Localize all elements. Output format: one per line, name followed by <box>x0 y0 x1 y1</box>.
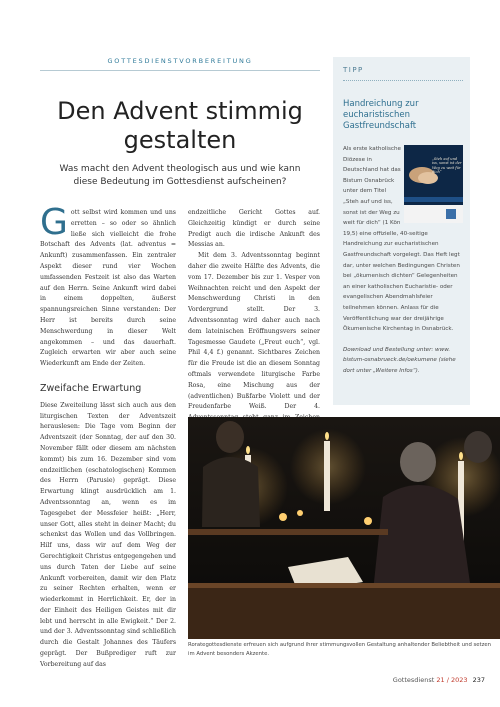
tip-download-note: Download und Bestellung unter: www. bistum-osnabrueck.de/oekumene (siehe dort unter „Weitere Infos“). <box>343 346 456 374</box>
intro-paragraph: ott selbst wird kommen und uns erretten – so oder so ähnlich ließe sich vielleicht die frohe Botschaft des Advents (lat. adventus = Ankunft) zusammenfassen. Ein zentraler Aspekt dieser rund vier Wochen umfassenden Festzeit ist also das Warten auf den Herrn. Seine Ankunft wird dabei in einem doppelten, äußerst spannungsreichen Sinne verstanden: Der Herr ist bereits durch seine Menschwerdung in dieser Welt angekommen – und das dauerhaft. Zugleich erwarten wir aber auch seine Wiederkunft am Ende der Zeiten. <box>40 209 176 368</box>
article-column-1 <box>40 202 176 671</box>
page-number: 237 <box>472 676 485 684</box>
cover-float-spacer <box>401 144 463 224</box>
article-title <box>40 97 320 155</box>
tip-paragraph-text: Als erste katholische Diözese in Deutschland hat das Bistum Osnabrück unter dem Titel „Steh auf und iss, sonst ist der Weg zu weit für dich“ (1 Kön 19,5) eine offizielle, 40-seitige Handreichung zur eucharistischen Gastfreundschaft vorgelegt. Das Heft legt dar, unter welchen Bedingungen Christen bei „ökumenisch dichten“ Gelegenheiten an einer katholischen Eucharistie- oder evangelischen Abendmahlsfeier teilnehmen können. Anlass für die Veröffentlichung war der dreijährige Ökumenische Kirchentag in Osnabrück. <box>343 146 460 333</box>
drop-cap: G <box>40 202 68 243</box>
tip-label: TIPP <box>343 66 364 74</box>
issue-number: 21 / 2023 <box>436 676 468 684</box>
brochure-title: „Steh auf und iss, sonst ist der Weg zu weit für dich“ <box>432 157 462 175</box>
section-kicker: GOTTESDIENSTVORBEREITUNG <box>107 57 253 65</box>
kicker-divider <box>40 70 320 71</box>
tip-divider <box>343 80 463 81</box>
candlelight-scene <box>188 417 500 639</box>
paragraph-text: Mit dem 3. Adventssonntag beginnt daher die zweite Hälfte des Advents, die vom 17. Dezember bis zur 1. Vesper von Weihnachten reicht und den Aspekt der Menschwerdung Christi in den Vordergrund stellt. Der 3. Adventssonntag wird daher auch nach dem lateinischen Eröffnungsvers seiner Tagesmesse Gaudete („Freut euch“, vgl. Phil 4,4 f.) genannt. Sichtbares Zeichen für die Freude ist die an diesem Sonntag oftmals verwendete liturgische Farbe Rosa, eine Mischung aus der (adventlichen) Bußfarbe Violett und der Freudenfarbe Weiß. Der 4. <box>188 252 320 411</box>
tip-body <box>343 144 463 376</box>
title-line-1: Den Advent stimmig <box>57 97 303 125</box>
rorate-mass-photo <box>188 417 500 639</box>
article-column-2 <box>188 208 320 446</box>
tip-paragraph <box>343 144 463 335</box>
section-heading: Zweifache Erwartung <box>40 382 142 394</box>
title-line-2: gestalten <box>123 126 237 154</box>
photo-caption: Rorategottesdienste erfreuen sich aufgrund ihrer stimmungsvollen Gestaltung anhaltender Beliebtheit und setzen im Advent besonders Akzente. <box>188 642 492 657</box>
magazine-name: Gottesdienst <box>392 676 435 684</box>
tip-heading: Handreichung zur eucharistischen Gastfreundschaft <box>343 99 419 131</box>
page-footer <box>310 676 485 684</box>
body-paragraph: endzeitliche Gericht Gottes auf. Gleichzeitig kündigt er durch seine Predigt auch die irdische Ankunft des Messias an. <box>188 209 320 249</box>
body-paragraph: Diese Zweiteilung lässt sich auch aus den liturgischen Texten der Adventszeit herauslesen: Die Tage vom Beginn der Adventszeit (der Sonntag, der auf den 30. November fällt oder diesem am nächsten kommt) bis zum 16. Dezember sind vom endzeitlichen (eschatologischen) Kommen des Herrn (Parusie) geprägt. Diese Erwartung klingt ausdrücklich am 1. Adventssonntag an, wenn es im Tagesgebet der Messfeier heißt: „Herr, unser Gott, alles steht in deiner Macht; du schenkst das Wollen und das Vollbringen. Hilf uns, dass wir auf dem Weg der Gerechtigkeit Christus entgegengehen und uns durch Taten der Liebe auf seine Ankunft vorbereiten, damit wir den Platz zu seiner Rechten erhalten, wenn er wiederkommt in Herrlichkeit. Er, der in der Einheit des Heiligen Geistes mit dir lebt und herrscht in alle Ewigkeit.“ Der 2. und der 3. Adventssonntag sind schließlich durch die Gestalt Johannes des Täufers geprägt. Der Bußprediger ruft zur Vorbereitung auf das <box>40 401 176 668</box>
article-subtitle: Was macht den Advent theologisch aus und wie kann diese Bedeutung im Gottesdienst aufscheinen? <box>59 164 301 187</box>
